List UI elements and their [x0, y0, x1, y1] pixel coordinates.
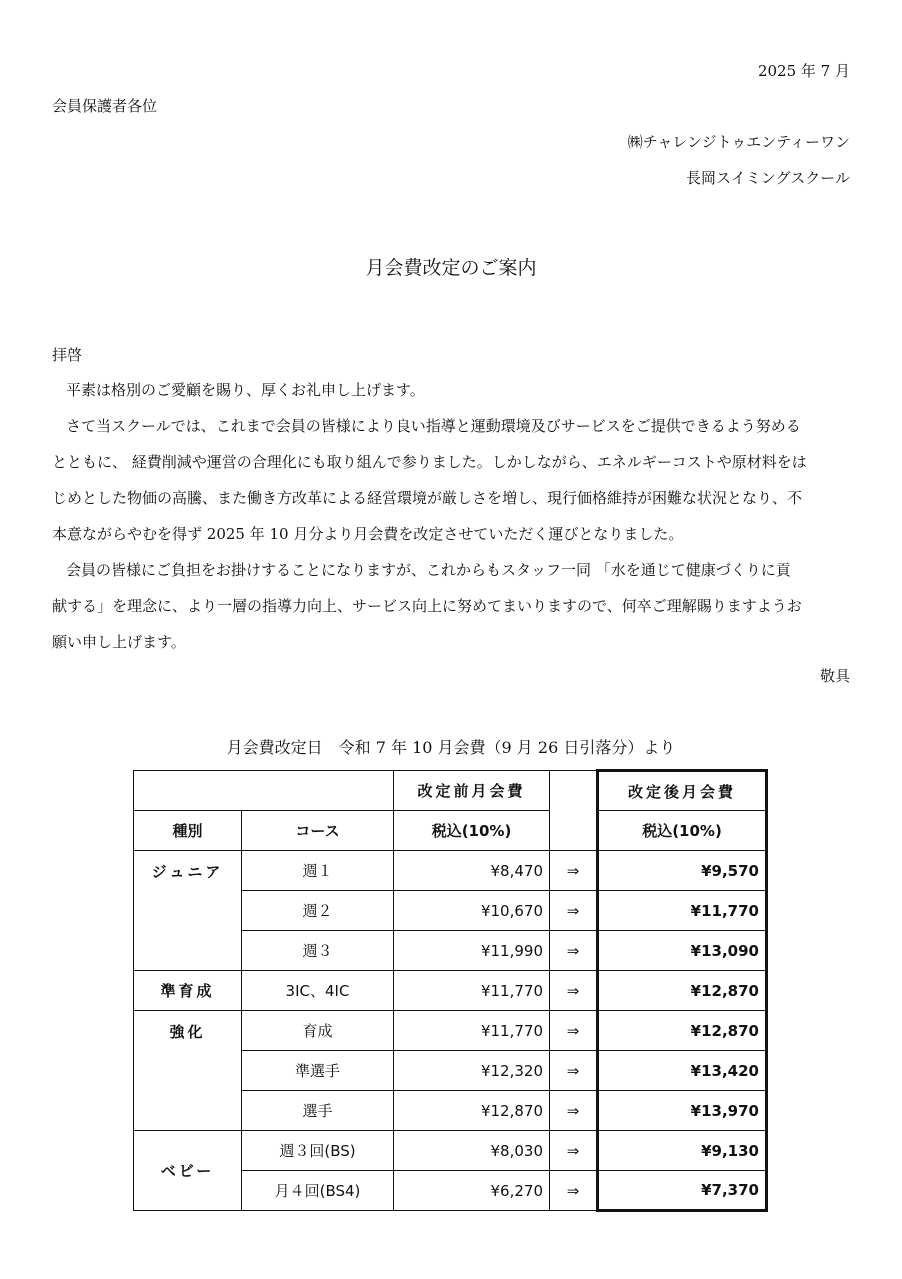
fee-before-cell: ¥12,870 [394, 1091, 550, 1131]
table-row [134, 1131, 767, 1171]
paragraph-line: 会員の皆様にご負担をお掛けすることになりますが、これからもスタッフ一同 「水を通じて健康づくりに貢 [66, 561, 791, 579]
header-blank-cell [134, 771, 394, 811]
fee-after-cell: ¥13,090 [598, 931, 767, 971]
fee-after-cell: ¥12,870 [598, 971, 767, 1011]
type-cell: ジュニア [134, 851, 242, 971]
paragraph-line: さて当スクールでは、これまで会員の皆様により良い指導と運動環境及びサービスをご提供できるよう努める [66, 417, 801, 435]
fee-before-cell: ¥11,770 [394, 971, 550, 1011]
paragraph-line: じめとした物価の高騰、また働き方改革による経営環境が厳しさを増し、現行価格維持が困難な状況となり、不 [52, 489, 803, 507]
course-cell: 週３ [242, 931, 394, 971]
company-name: ㈱チャレンジトゥエンティーワン [627, 133, 850, 151]
table-row [134, 851, 767, 891]
recipient: 会員保護者各位 [52, 97, 158, 115]
table-header-row [134, 771, 767, 811]
course-cell: 育成 [242, 1011, 394, 1051]
fee-before-cell: ¥11,990 [394, 931, 550, 971]
paragraph-line: とともに、 経費削減や運営の合理化にも取り組んで参りました。しかしながら、エネルギーコストや原材料をは [52, 453, 807, 471]
school-name: 長岡スイミングスクール [686, 169, 850, 187]
arrow-cell: ⇒ [550, 931, 598, 971]
fee-after-cell: ¥12,870 [598, 1011, 767, 1051]
paragraph-line: 願い申し上げます。 [52, 633, 186, 651]
arrow-cell: ⇒ [550, 1011, 598, 1051]
date: 2025 年 7 月 [757, 62, 850, 80]
greeting: 拝啓 [52, 346, 83, 364]
course-cell: 週３回(BS) [242, 1131, 394, 1171]
fee-before-cell: ¥10,670 [394, 891, 550, 931]
closing: 敬具 [819, 667, 850, 685]
fee-before-cell: ¥12,320 [394, 1051, 550, 1091]
effective-date: 月会費改定日 令和 7 年 10 月会費（9 月 26 日引落分）より [226, 738, 676, 757]
paragraph-3 [52, 552, 850, 660]
type-cell: 強化 [134, 1011, 242, 1131]
header-after: 改定後月会費 [598, 771, 767, 811]
type-cell: 準育成 [134, 971, 242, 1011]
fee-after-cell: ¥9,570 [598, 851, 767, 891]
arrow-cell: ⇒ [550, 971, 598, 1011]
fee-after-cell: ¥9,130 [598, 1131, 767, 1171]
fee-before-cell: ¥6,270 [394, 1171, 550, 1211]
col-course-header: コース [242, 811, 394, 851]
fee-after-cell: ¥13,420 [598, 1051, 767, 1091]
fee-before-cell: ¥8,030 [394, 1131, 550, 1171]
table-row [134, 971, 767, 1011]
arrow-cell: ⇒ [550, 851, 598, 891]
fee-table [133, 769, 768, 1212]
tax-after-header: 税込(10%) [598, 811, 767, 851]
course-cell: 週１ [242, 851, 394, 891]
fee-after-cell: ¥13,970 [598, 1091, 767, 1131]
arrow-cell: ⇒ [550, 891, 598, 931]
paragraph-1 [52, 372, 850, 408]
course-cell: 準選手 [242, 1051, 394, 1091]
col-type-header: 種別 [134, 811, 242, 851]
header-arrow-blank [550, 771, 598, 851]
table-subheader-row [134, 811, 767, 851]
type-cell: ベビー [134, 1131, 242, 1211]
fee-before-cell: ¥8,470 [394, 851, 550, 891]
fee-after-cell: ¥7,370 [598, 1171, 767, 1211]
arrow-cell: ⇒ [550, 1051, 598, 1091]
course-cell: 月４回(BS4) [242, 1171, 394, 1211]
paragraph-line: 献する」を理念に、より一層の指導力向上、サービス向上に努めてまいりますので、何卒ご理解賜りますようお [52, 597, 802, 615]
document-title: 月会費改定のご案内 [365, 257, 537, 279]
arrow-cell: ⇒ [550, 1171, 598, 1211]
arrow-cell: ⇒ [550, 1131, 598, 1171]
fee-after-cell: ¥11,770 [598, 891, 767, 931]
course-cell: 選手 [242, 1091, 394, 1131]
course-cell: 3IC、4IC [242, 971, 394, 1011]
table-row [134, 1011, 767, 1051]
paragraph-line: 本意ながらやむを得ず 2025 年 10 月分より月会費を改定させていただく運びとなりました。 [52, 525, 684, 543]
paragraph-line: 平素は格別のご愛顧を賜り、厚くお礼申し上げます。 [66, 381, 425, 399]
paragraph-2 [52, 408, 850, 552]
fee-before-cell: ¥11,770 [394, 1011, 550, 1051]
course-cell: 週２ [242, 891, 394, 931]
tax-before-header: 税込(10%) [394, 811, 550, 851]
arrow-cell: ⇒ [550, 1091, 598, 1131]
header-before: 改定前月会費 [394, 771, 550, 811]
